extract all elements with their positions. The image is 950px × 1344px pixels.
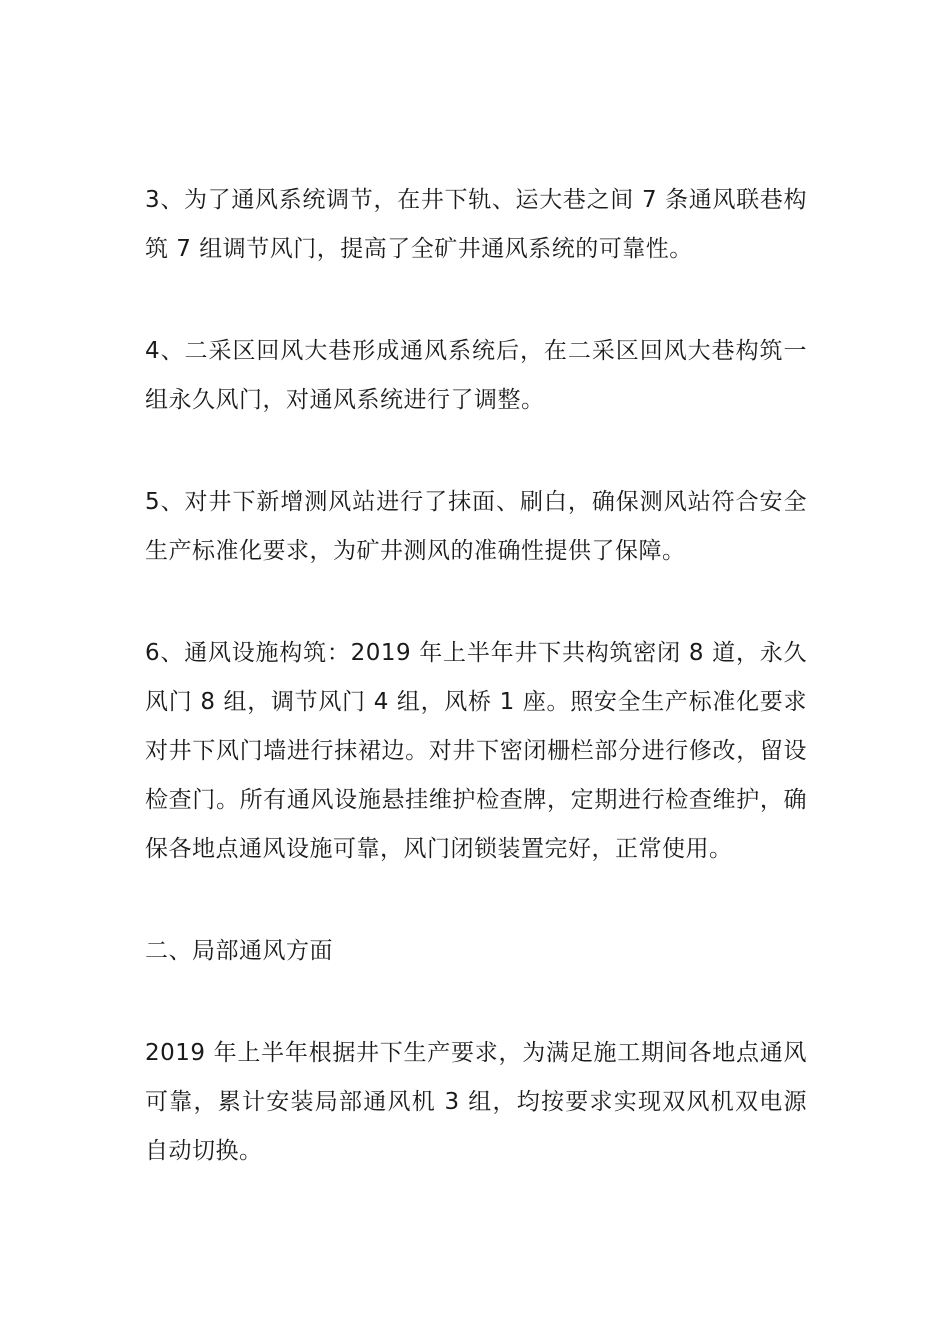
- paragraph-item-3: 3、为了通风系统调节，在井下轨、运大巷之间 7 条通风联巷构筑 7 组调节风门，提高了全矿井通风系统的可靠性。: [145, 187, 807, 262]
- paragraph-local-ventilation: 2019 年上半年根据井下生产要求，为满足施工期间各地点通风可靠，累计安装局部通风机 3 组，均按要求实现双风机双电源自动切换。: [145, 1040, 807, 1164]
- paragraph-item-5: 5、对井下新增测风站进行了抹面、刷白，确保测风站符合安全生产标准化要求，为矿井测风的准确性提供了保障。: [145, 489, 807, 564]
- paragraph-item-6: 6、通风设施构筑：2019 年上半年井下共构筑密闭 8 道，永久风门 8 组，调节风门 4 组，风桥 1 座。照安全生产标准化要求对井下风门墙进行抹裙边。对井下密闭栅栏部分进行修改，留设检查门。所有通风设施悬挂维护检查牌，定期进行检查维护，确保各地点通风设施可靠，风门闭锁装置完好，正常使用。: [145, 640, 807, 862]
- section-heading-local-ventilation: 二、局部通风方面: [145, 938, 333, 964]
- document-body: [145, 176, 807, 1229]
- paragraph-item-4: 4、二采区回风大巷形成通风系统后，在二采区回风大巷构筑一组永久风门，对通风系统进行了调整。: [145, 338, 807, 413]
